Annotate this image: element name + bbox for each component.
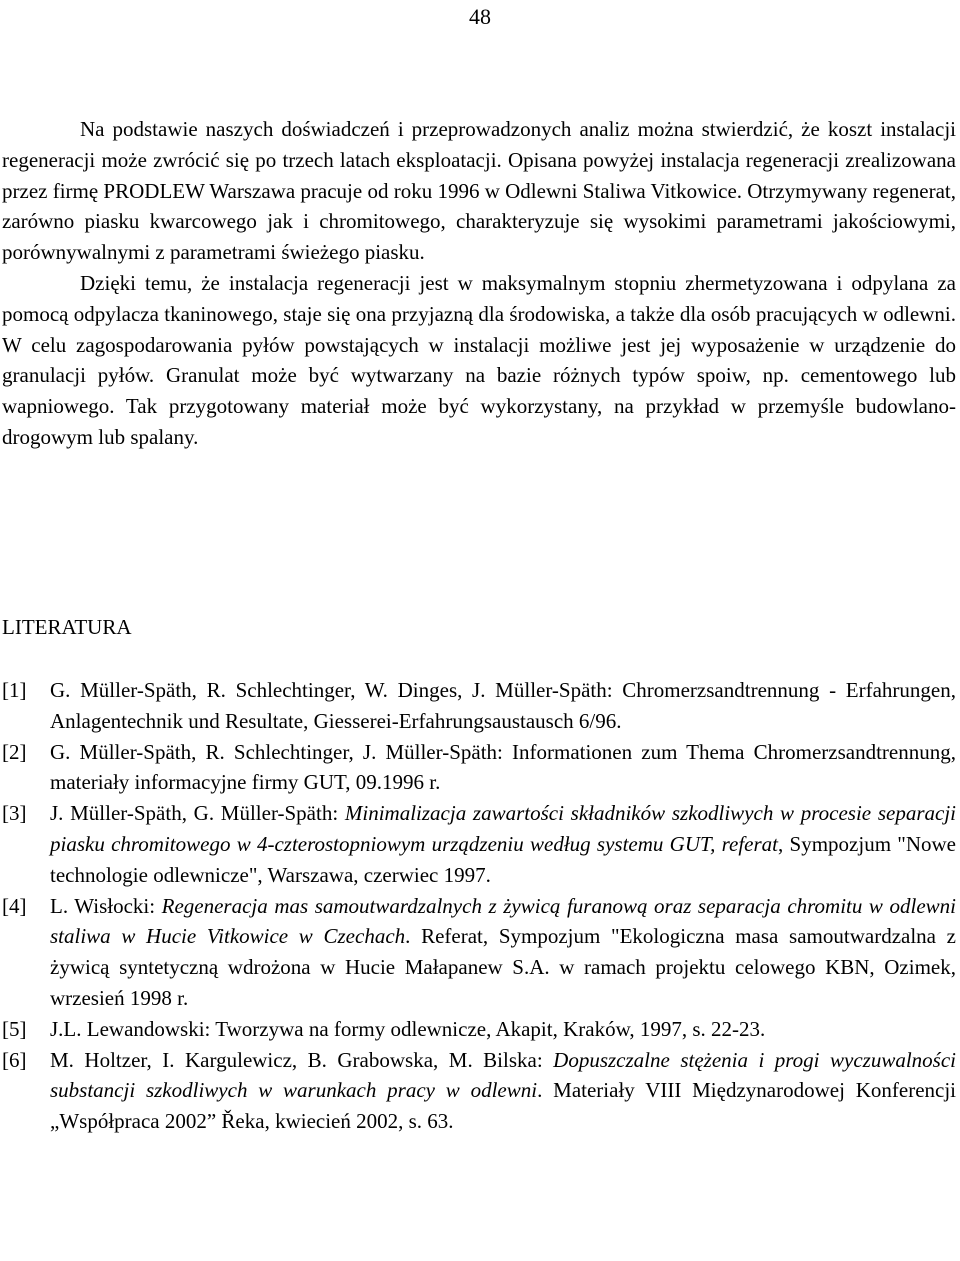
reference-details: . Referat, Sympozjum "Ekologiczna masa samoutwardzalna z żywicą syntetyczną wdrożona w Hucie Małapanew S.A. w ramach projektu celowego KBN, Ozimek, wrzesień 1998 r.	[50, 924, 956, 1010]
reference-item	[2, 675, 956, 737]
reference-number: [2]	[2, 739, 27, 764]
reference-number: [5]	[2, 1016, 27, 1041]
reference-item	[2, 798, 956, 890]
reference-authors: L. Wisłocki:	[50, 893, 162, 918]
reference-details: Informationen zum Thema Chromerzsandtrennung, materiały informacyjne firmy GUT, 09.1996 r.	[50, 739, 956, 795]
reference-item	[2, 1014, 956, 1045]
reference-authors: G. Müller-Späth, R. Schlechtinger, J. Müller-Späth:	[50, 739, 512, 764]
reference-details: , Sympozjum "Nowe technologie odlewnicze", Warszawa, czerwiec 1997.	[50, 831, 956, 887]
paragraph-2: Dzięki temu, że instalacja regeneracji jest w maksymalnym stopniu zhermetyzowana i odpylana za pomocą odpylacza tkaninowego, staje się ona przyjazną dla środowiska, a także dla osób pracujących w odlewni. W celu zagospodarowania pyłów powstających w instalacji możliwe jest jej wyposażenie w urządzenie do granulacji pyłów. Granulat może być wytwarzany na bazie różnych typów spoiw, np. cementowego lub wapniowego. Tak przygotowany materiał może być wykorzystany, na przykład w przemyśle budowlano-drogowym lub spalany.	[2, 270, 956, 449]
body-text	[2, 114, 956, 453]
reference-number: [6]	[2, 1047, 27, 1072]
reference-authors: G. Müller-Späth, R. Schlechtinger, W. Dinges, J. Müller-Späth:	[50, 678, 623, 702]
paragraph-1: Na podstawie naszych doświadczeń i przeprowadzonych analiz można stwierdzić, że koszt instalacji regeneracji może zwrócić się po trzech latach eksploatacji. Opisana powyżej instalacja regeneracji zrealizowana przez firmę PRODLEW Warszawa pracuje od roku 1996 w Odlewni Staliwa Vitkowice. Otrzymywany regenerat, zarówno piasku kwarcowego jak i chromitowego, charakteryzuje się wysokimi parametrami jakościowymi, porównywalnymi z parametrami świeżego piasku.	[2, 117, 957, 265]
reference-item	[2, 1045, 956, 1137]
reference-number: [4]	[2, 893, 27, 918]
reference-authors: M. Holtzer, I. Kargulewicz, B. Grabowska, M. Bilska:	[50, 1047, 554, 1072]
reference-list	[2, 675, 956, 1137]
reference-number: [1]	[2, 678, 27, 702]
reference-item	[2, 737, 956, 799]
reference-title: Regeneracja mas samoutwardzalnych z żywicą furanową oraz separacja chromitu w odlewni staliwa w Hucie Vitkowice w Czechach	[50, 893, 956, 949]
reference-title: Minimalizacja zawartości składników szkodliwych w procesie separacji piasku chromitowego w 4-czterostopniowym urządzeniu według systemu GUT, referat	[50, 801, 956, 856]
reference-details: Tworzywa na formy odlewnicze, Akapit, Kraków, 1997, s. 22-23.	[215, 1016, 766, 1041]
literature-heading: LITERATURA	[2, 615, 132, 639]
reference-title: Dopuszczalne stężenia i progi wyczuwalności substancji szkodliwych w warunkach pracy w odlewni	[50, 1047, 956, 1103]
reference-authors: J. Müller-Späth, G. Müller-Späth:	[50, 801, 345, 826]
reference-number: [3]	[2, 801, 27, 826]
reference-authors: J.L. Lewandowski:	[50, 1016, 216, 1041]
reference-details: . Materiały VIII Międzynarodowej Konferencji „Współpraca 2002” Řeka, kwiecień 2002, s. 63.	[50, 1078, 957, 1134]
page-number: 48	[469, 4, 491, 29]
reference-item	[2, 891, 956, 1014]
reference-details: Chromerzsandtrennung - Erfahrungen, Anlagentechnik und Resultate, Giesserei-Erfahrungsaustausch 6/96.	[50, 678, 956, 733]
